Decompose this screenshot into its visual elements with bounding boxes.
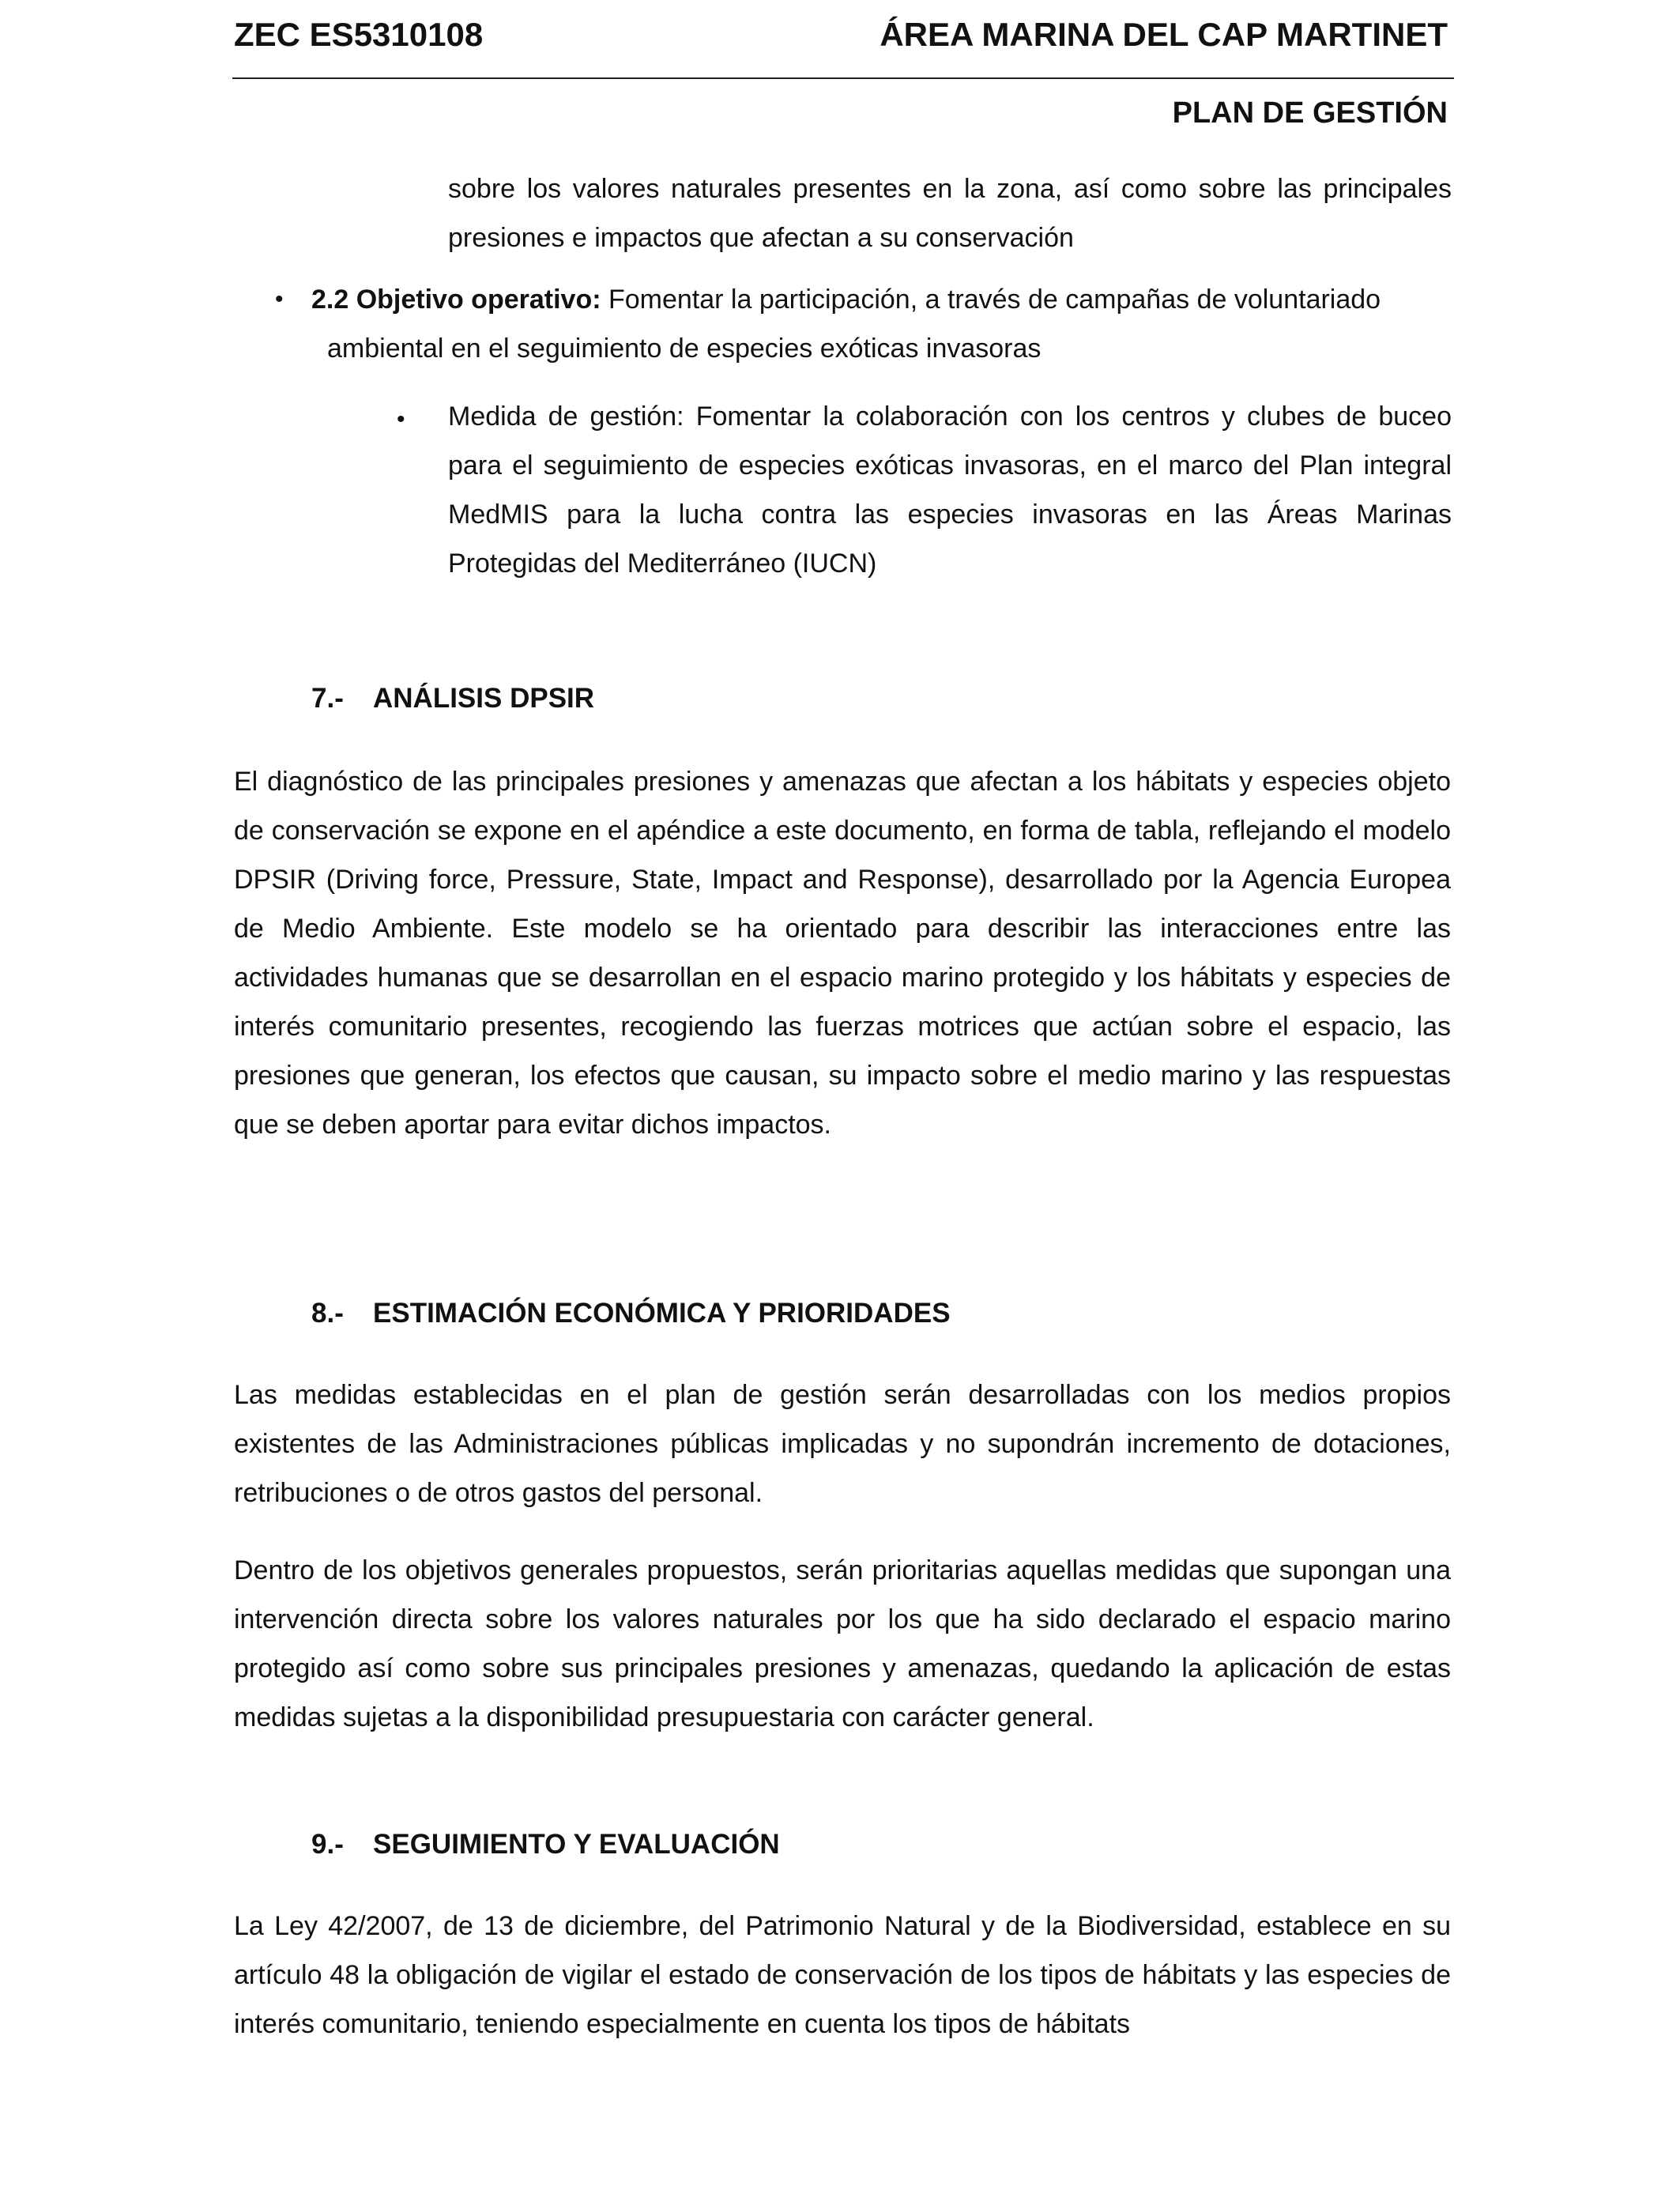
section-7-paragraph: El diagnóstico de las principales presiones y amenazas que afectan a los hábitats y especies objeto de conservación se expone en el apéndice a este documento, en forma de tabla, reflejando el modelo DPSIR (Driving force, Pressure, State, Impact and Response), desarrollado por la Agencia Europea de Medio Ambiente. Este modelo se ha orientado para describir las interacciones entre las actividades humanas que se desarrollan en el espacio marino protegido y los hábitats y especies de interés comunitario presentes, recogiendo las fuerzas motrices que actúan sobre el espacio, las presiones que generan, los efectos que causan, su impacto sobre el medio marino y las respuestas que se deben aportar para evitar dichos impactos. bbox=[234, 767, 1451, 1140]
section-9-heading bbox=[311, 1827, 780, 1862]
objective-item bbox=[311, 275, 1454, 373]
continuation-paragraph: sobre los valores naturales presentes en la zona, así como sobre las principales presiones e impactos que afectan a su conservación bbox=[448, 174, 1452, 253]
header-site-name: ÁREA MARINA DEL CAP MARTINET bbox=[880, 16, 1448, 53]
section-9-paragraph: La Ley 42/2007, de 13 de diciembre, del Patrimonio Natural y de la Biodiversidad, establece en su artículo 48 la obligación de vigilar el estado de conservación de los tipos de hábitats y las especies de interés comunitario, teniendo especialmente en cuenta los tipos de hábitats bbox=[234, 1911, 1451, 2039]
section-8-paragraph-2: Dentro de los objetivos generales propuestos, serán prioritarias aquellas medidas que supongan una intervención directa sobre los valores naturales por los que ha sido declarado el espacio marino protegido así como sobre sus principales presiones y amenazas, quedando la aplicación de estas medidas sujetas a la disponibilidad presupuestaria con carácter general. bbox=[234, 1555, 1451, 1732]
section-7-heading bbox=[311, 681, 594, 716]
objective-bullet: • bbox=[275, 286, 284, 312]
section-9-title: SEGUIMIENTO Y EVALUACIÓN bbox=[373, 1829, 780, 1860]
objective-text-line1: Fomentar la participación, a través de campañas de voluntariado bbox=[601, 285, 1381, 315]
section-8-title: ESTIMACIÓN ECONÓMICA Y PRIORIDADES bbox=[373, 1298, 951, 1329]
header-site-code: ZEC ES5310108 bbox=[234, 16, 484, 53]
section-9-number: 9.- bbox=[311, 1829, 344, 1860]
objective-text-line2: ambiental en el seguimiento de especies exóticas invasoras bbox=[327, 334, 1042, 364]
section-8-number: 8.- bbox=[311, 1298, 344, 1329]
measure-item: Medida de gestión: Fomentar la colaboración con los centros y clubes de buceo para el seguimiento de especies exóticas invasoras, en el marco del Plan integral MedMIS para la lucha contra las especies invasoras en las Áreas Marinas Protegidas del Mediterráneo (IUCN) bbox=[448, 401, 1452, 579]
section-8-paragraph-1: Las medidas establecidas en el plan de gestión serán desarrolladas con los medios propios existentes de las Administraciones públicas implicadas y no supondrán incremento de dotaciones, retribuciones o de otros gastos del personal. bbox=[234, 1380, 1451, 1508]
objective-label: 2.2 Objetivo operativo: bbox=[311, 285, 601, 315]
header-document-type: PLAN DE GESTIÓN bbox=[1172, 96, 1448, 130]
section-7-title: ANÁLISIS DPSIR bbox=[373, 683, 595, 714]
header-divider bbox=[232, 77, 1454, 79]
section-7-number: 7.- bbox=[311, 683, 344, 714]
section-8-heading bbox=[311, 1296, 951, 1331]
measure-bullet: • bbox=[397, 406, 405, 432]
